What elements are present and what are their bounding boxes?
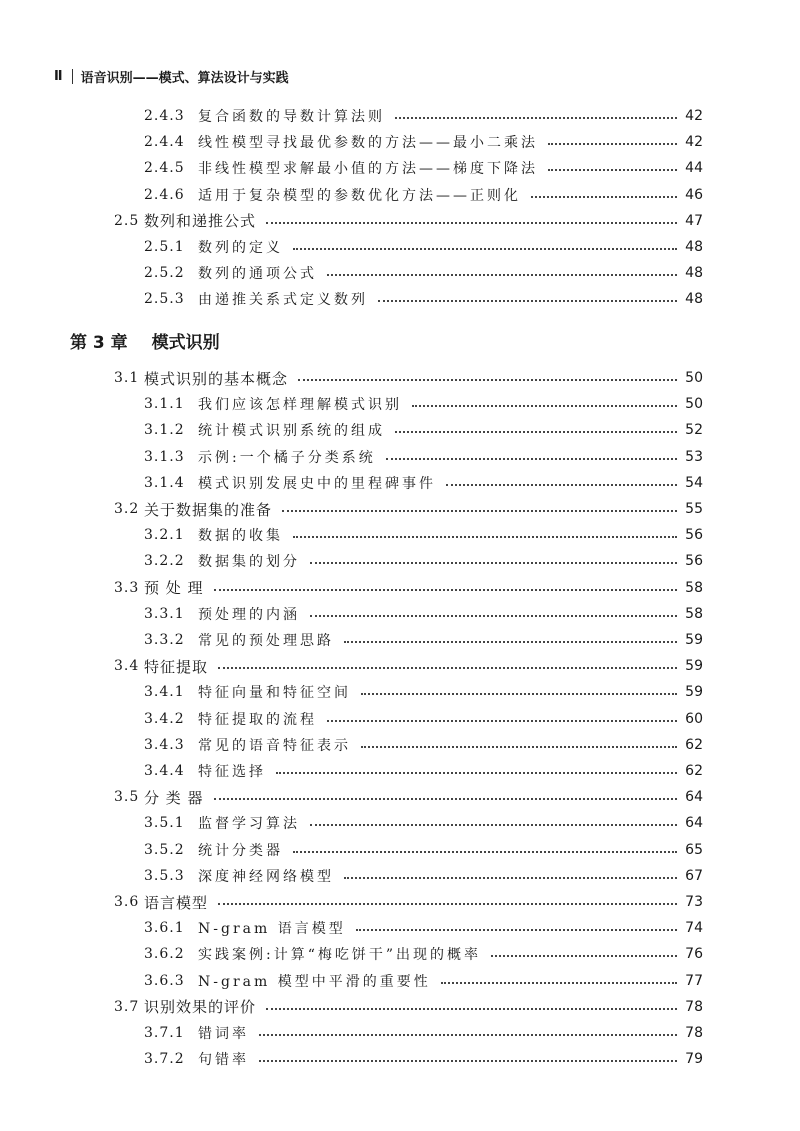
toc-leader-dots bbox=[266, 1007, 677, 1010]
toc-leader-dots bbox=[441, 981, 677, 984]
toc-entry bbox=[0, 418, 800, 442]
toc-entry-number: 3.2.1 bbox=[144, 527, 185, 544]
toc-entry-title: 数据集的划分 bbox=[198, 554, 300, 571]
toc-entry-page: 58 bbox=[685, 605, 703, 622]
toc-entry-title: 常见的语音特征表示 bbox=[198, 737, 351, 754]
toc-entry bbox=[0, 969, 800, 993]
toc-leader-dots bbox=[259, 1033, 677, 1036]
toc-leader-dots bbox=[386, 457, 677, 460]
toc-entry-page: 48 bbox=[685, 239, 703, 255]
toc-leader-dots bbox=[395, 116, 677, 119]
toc-entry bbox=[0, 628, 800, 652]
toc-leader-dots bbox=[327, 273, 677, 276]
toc-entry-page: 77 bbox=[685, 972, 703, 989]
toc-entry-number: 3.2.2 bbox=[144, 553, 185, 570]
toc-entry-title: 预 处 理 bbox=[144, 579, 204, 598]
toc-entry bbox=[0, 995, 800, 1019]
toc-leader-dots bbox=[395, 430, 677, 433]
running-header bbox=[54, 66, 289, 86]
toc-entry-number: 2.5 bbox=[114, 212, 140, 229]
toc-entry-page: 56 bbox=[685, 553, 703, 570]
toc-entry-title: 数列的通项公式 bbox=[198, 266, 317, 283]
toc-leader-dots bbox=[214, 797, 678, 800]
toc-entry-title: 实践案例:计算“梅吃饼干”出现的概率 bbox=[198, 947, 482, 964]
toc-entry-page: 48 bbox=[685, 265, 703, 282]
toc-entry bbox=[0, 811, 800, 835]
toc-entry-number: 2.5.3 bbox=[144, 291, 185, 308]
toc-entry bbox=[0, 785, 800, 809]
toc-entry bbox=[0, 759, 800, 783]
toc-leader-dots bbox=[344, 640, 677, 643]
toc-entry bbox=[0, 549, 800, 573]
toc-entry bbox=[0, 497, 800, 521]
toc-entry-number: 3.4 bbox=[114, 658, 140, 675]
toc-entry-page: 59 bbox=[685, 684, 703, 701]
toc-entry-number: 3.1.4 bbox=[144, 474, 185, 491]
toc-entry-page: 46 bbox=[685, 186, 703, 203]
toc-entry-title: 特征提取 bbox=[144, 657, 209, 676]
toc-leader-dots bbox=[310, 614, 677, 617]
toc-entry-page: 47 bbox=[685, 212, 703, 229]
toc-leader-dots bbox=[361, 692, 677, 695]
toc-entry bbox=[0, 445, 800, 469]
toc-leader-dots bbox=[310, 823, 677, 826]
toc-entry bbox=[0, 707, 800, 731]
toc-entry-page: 42 bbox=[685, 108, 703, 124]
toc-entry bbox=[0, 183, 800, 207]
toc-entry-number: 2.4.3 bbox=[144, 108, 185, 124]
toc-entry-title: 分 类 器 bbox=[144, 788, 204, 807]
toc-entry-title: 特征提取的流程 bbox=[198, 711, 317, 728]
toc-entry-title: 特征向量和特征空间 bbox=[198, 685, 351, 702]
toc-entry-page: 59 bbox=[685, 632, 703, 648]
toc-entry-page: 62 bbox=[685, 736, 703, 753]
toc-entry-number: 3.2 bbox=[114, 501, 140, 517]
toc-entry bbox=[0, 942, 800, 966]
toc-entry-title: N-gram 模型中平滑的重要性 bbox=[198, 973, 431, 990]
toc-entry bbox=[0, 130, 800, 154]
toc-leader-dots bbox=[293, 850, 677, 853]
toc-entry-title: 预处理的内涵 bbox=[198, 606, 300, 623]
toc-entry-number: 3.5 bbox=[114, 789, 140, 806]
toc-leader-dots bbox=[491, 954, 677, 957]
toc-entry bbox=[0, 654, 800, 678]
toc-leader-dots bbox=[361, 745, 677, 748]
toc-entry bbox=[0, 680, 800, 704]
toc-entry-title: 由递推关系式定义数列 bbox=[198, 292, 368, 309]
toc-entry-page: 44 bbox=[685, 160, 703, 177]
chapter-heading bbox=[70, 328, 220, 353]
toc-entry bbox=[0, 104, 800, 128]
toc-entry-page: 56 bbox=[685, 527, 703, 544]
toc-leader-dots bbox=[378, 299, 677, 302]
toc-entry-page: 62 bbox=[685, 763, 703, 779]
toc-entry-page: 74 bbox=[685, 920, 703, 937]
toc-entry bbox=[0, 392, 800, 416]
toc-entry-title: 数据的收集 bbox=[198, 528, 283, 545]
toc-entry-page: 55 bbox=[685, 501, 703, 517]
toc-entry-page: 64 bbox=[685, 815, 703, 832]
toc-entry-page: 59 bbox=[685, 658, 703, 675]
toc-entry-number: 3.4.3 bbox=[144, 736, 185, 753]
toc-leader-dots bbox=[310, 561, 677, 564]
toc-entry-number: 3.7.2 bbox=[144, 1051, 185, 1068]
toc-entry-title: 数列和递推公式 bbox=[144, 212, 257, 231]
toc-entry-number: 3.3 bbox=[114, 579, 140, 596]
toc-entry-page: 79 bbox=[685, 1051, 703, 1068]
toc-entry-page: 60 bbox=[685, 710, 703, 727]
toc-leader-dots bbox=[531, 195, 677, 198]
toc-leader-dots bbox=[548, 142, 677, 145]
toc-entry-page: 50 bbox=[685, 370, 703, 386]
toc-leader-dots bbox=[548, 168, 677, 171]
toc-entry-number: 2.4.4 bbox=[144, 134, 185, 151]
toc-leader-dots bbox=[298, 378, 677, 381]
toc-leader-dots bbox=[293, 247, 677, 250]
toc-entry-number: 2.5.2 bbox=[144, 265, 185, 282]
toc-entry-title: N-gram 语言模型 bbox=[198, 921, 346, 938]
toc-leader-dots bbox=[446, 483, 677, 486]
toc-entry-page: 53 bbox=[685, 448, 703, 465]
toc-entry-title: 统计分类器 bbox=[198, 842, 283, 859]
book-title: 语音识别——模式、算法设计与实践 bbox=[80, 70, 289, 86]
toc-entry bbox=[0, 209, 800, 233]
toc-entry-number: 3.1 bbox=[114, 370, 140, 386]
toc-entry-number: 3.7.1 bbox=[144, 1025, 185, 1041]
toc-entry-title: 特征选择 bbox=[198, 764, 266, 780]
toc-entry-title: 数列的定义 bbox=[198, 240, 283, 256]
toc-leader-dots bbox=[276, 771, 677, 774]
toc-entry-title: 示例:一个橘子分类系统 bbox=[198, 449, 376, 466]
toc-entry bbox=[0, 1047, 800, 1071]
toc-entry-number: 3.1.1 bbox=[144, 396, 185, 413]
toc-leader-dots bbox=[282, 509, 677, 512]
toc-entry-page: 67 bbox=[685, 867, 703, 884]
toc-entry-page: 58 bbox=[685, 579, 703, 596]
toc-entry-title: 语言模型 bbox=[144, 893, 209, 912]
toc-entry-page: 78 bbox=[685, 998, 703, 1015]
toc-entry-title: 识别效果的评价 bbox=[144, 998, 257, 1017]
toc-leader-dots bbox=[293, 535, 677, 538]
toc-leader-dots bbox=[266, 221, 677, 224]
page-number: Ⅱ bbox=[54, 68, 64, 84]
toc-entry-title: 深度神经网络模型 bbox=[198, 868, 334, 885]
toc-entry bbox=[0, 523, 800, 547]
toc-entry-page: 54 bbox=[685, 474, 703, 491]
toc-entry-number: 2.4.5 bbox=[144, 160, 185, 177]
toc-entry-title: 模式识别的基本概念 bbox=[144, 369, 289, 388]
toc-entry-title: 模式识别发展史中的里程碑事件 bbox=[198, 475, 436, 492]
toc-entry-number: 3.4.4 bbox=[144, 763, 185, 779]
toc-entry bbox=[0, 287, 800, 311]
toc-entry-number: 3.7 bbox=[114, 998, 140, 1015]
toc-entry-number: 3.1.2 bbox=[144, 422, 185, 439]
toc-entry-title: 监督学习算法 bbox=[198, 816, 300, 833]
chapter-title: 模式识别 bbox=[151, 333, 220, 353]
toc-entry-page: 76 bbox=[685, 946, 703, 963]
toc-entry-title: 线性模型寻找最优参数的方法——最小二乘法 bbox=[198, 135, 538, 152]
toc-entry-number: 3.3.2 bbox=[144, 632, 185, 648]
toc-entry-number: 3.1.3 bbox=[144, 448, 185, 465]
toc-entry bbox=[0, 733, 800, 757]
toc-entry-page: 52 bbox=[685, 422, 703, 439]
toc-entry-title: 常见的预处理思路 bbox=[198, 633, 334, 649]
toc-entry bbox=[0, 916, 800, 940]
toc-entry-title: 统计模式识别系统的组成 bbox=[198, 423, 385, 440]
toc-entry-number: 3.4.2 bbox=[144, 710, 185, 727]
toc-entry bbox=[0, 890, 800, 914]
toc-leader-dots bbox=[214, 588, 678, 591]
toc-entry-title: 错词率 bbox=[198, 1026, 249, 1042]
toc-entry-number: 3.6.2 bbox=[144, 946, 185, 963]
toc-entry-page: 50 bbox=[685, 396, 703, 413]
toc-entry-number: 3.6 bbox=[114, 894, 140, 910]
toc-entry-number: 3.6.3 bbox=[144, 972, 185, 989]
toc-entry-page: 64 bbox=[685, 789, 703, 806]
toc-entry-title: 关于数据集的准备 bbox=[144, 500, 273, 519]
toc-entry bbox=[0, 471, 800, 495]
toc-entry-page: 78 bbox=[685, 1025, 703, 1041]
toc-leader-dots bbox=[344, 876, 677, 879]
toc-entry-title: 适用于复杂模型的参数优化方法——正则化 bbox=[198, 187, 521, 204]
toc-entry bbox=[0, 1021, 800, 1045]
toc-entry-title: 非线性模型求解最小值的方法——梯度下降法 bbox=[198, 161, 538, 178]
toc-leader-dots bbox=[356, 928, 677, 931]
toc-leader-dots bbox=[412, 404, 677, 407]
toc-entry-number: 3.6.1 bbox=[144, 920, 185, 937]
toc-entry bbox=[0, 576, 800, 600]
toc-entry-title: 我们应该怎样理解模式识别 bbox=[198, 397, 402, 414]
toc-entry bbox=[0, 602, 800, 626]
toc-entry-page: 73 bbox=[685, 894, 703, 910]
toc-entry bbox=[0, 156, 800, 180]
toc-leader-dots bbox=[327, 719, 677, 722]
toc-entry bbox=[0, 864, 800, 888]
toc-entry-title: 句错率 bbox=[198, 1052, 249, 1069]
toc-entry-number: 2.5.1 bbox=[144, 239, 185, 255]
toc-entry-page: 65 bbox=[685, 841, 703, 858]
toc-entry-title: 复合函数的导数计算法则 bbox=[198, 109, 385, 125]
toc-entry-page: 48 bbox=[685, 291, 703, 308]
toc-leader-dots bbox=[218, 666, 677, 669]
toc-entry-number: 3.3.1 bbox=[144, 605, 185, 622]
toc-entry-page: 42 bbox=[685, 134, 703, 151]
chapter-number: 第 3 章 bbox=[70, 333, 128, 353]
toc-leader-dots bbox=[218, 902, 677, 905]
toc-leader-dots bbox=[259, 1059, 677, 1062]
toc-entry bbox=[0, 838, 800, 862]
toc-entry-number: 3.5.1 bbox=[144, 815, 185, 832]
toc-entry-number: 3.5.2 bbox=[144, 841, 185, 858]
toc-entry-number: 2.4.6 bbox=[144, 186, 185, 203]
toc-entry-number: 3.5.3 bbox=[144, 867, 185, 884]
toc-entry bbox=[0, 261, 800, 285]
header-divider bbox=[72, 69, 73, 84]
toc-entry bbox=[0, 366, 800, 390]
toc-entry-number: 3.4.1 bbox=[144, 684, 185, 701]
toc-entry bbox=[0, 235, 800, 259]
